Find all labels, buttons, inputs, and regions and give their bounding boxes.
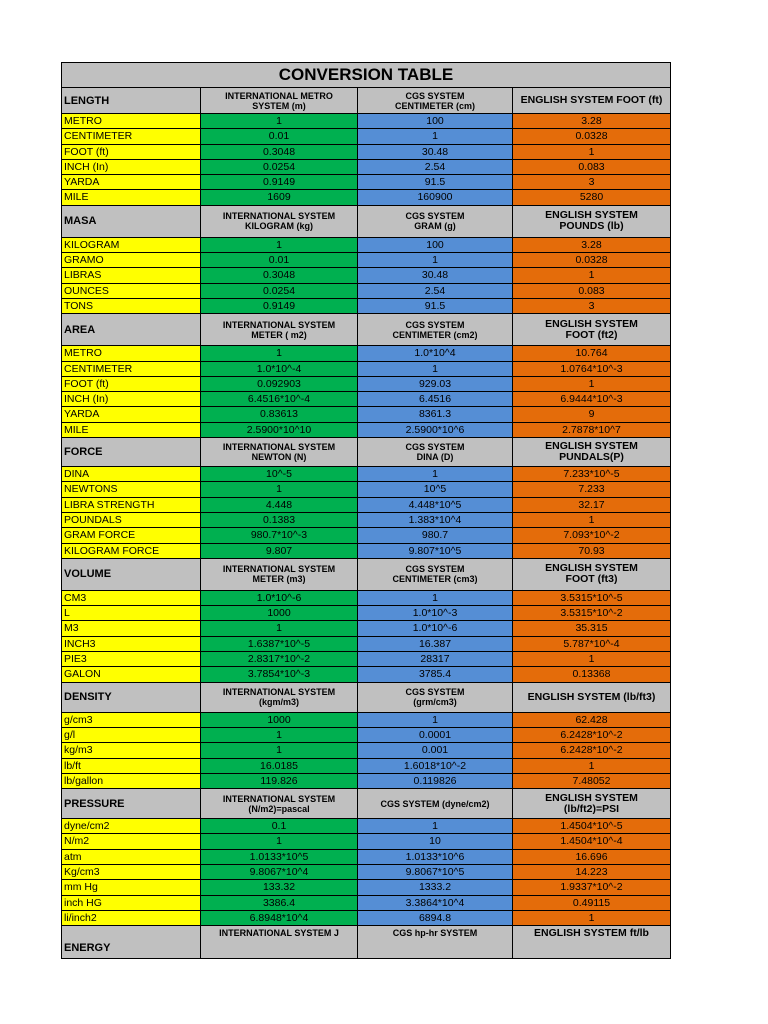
cgs-value: 30.48 [358,145,513,160]
english-value: 1.4504*10^-5 [513,819,671,834]
cgs-header: CGS SYSTEM GRAM (g) [358,206,513,238]
cgs-value: 980.7 [358,528,513,543]
international-value: 2.5900*10^10 [201,423,358,438]
unit-label: FOOT (ft) [61,145,201,160]
cgs-value: 0.001 [358,743,513,758]
cgs-value: 8361.3 [358,407,513,422]
table-row [61,713,671,728]
cgs-value: 28317 [358,652,513,667]
section-header-force [61,438,671,467]
international-value: 0.1383 [201,513,358,528]
unit-label: YARDA [61,407,201,422]
english-value: 1.9337*10^-2 [513,880,671,895]
english-value: 0.0328 [513,253,671,268]
english-value: 9 [513,407,671,422]
category-label: LENGTH [61,88,201,114]
table-row [61,896,671,911]
international-value: 10^-5 [201,467,358,482]
international-header: INTERNATIONAL SYSTEM METER (m3) [201,559,358,591]
cgs-header: CGS SYSTEM CENTIMETER (cm) [358,88,513,114]
international-value: 4.448 [201,498,358,513]
unit-label: CENTIMETER [61,129,201,144]
international-value: 9.8067*10^4 [201,865,358,880]
english-value: 16.696 [513,850,671,865]
cgs-value: 6.4516 [358,392,513,407]
conversion-table [61,62,671,959]
table-row [61,911,671,926]
energy-category: ENERGY [61,926,201,959]
international-value: 3386.4 [201,896,358,911]
table-row [61,407,671,422]
energy-english-header: ENGLISH SYSTEM ft/lb [513,926,671,959]
cgs-value: 160900 [358,190,513,205]
table-row [61,114,671,129]
international-header: INTERNATIONAL SYSTEM (kgm/m3) [201,683,358,713]
international-value: 1 [201,728,358,743]
english-value: 3.28 [513,238,671,253]
unit-label: Kg/cm3 [61,865,201,880]
table-row [61,423,671,438]
cgs-value: 10^5 [358,482,513,497]
cgs-value: 2.54 [358,160,513,175]
cgs-value: 9.8067*10^5 [358,865,513,880]
unit-label: TONS [61,299,201,314]
cgs-value: 2.5900*10^6 [358,423,513,438]
international-value: 1000 [201,606,358,621]
table-row [61,819,671,834]
cgs-value: 1.0*10^-6 [358,621,513,636]
international-value: 1 [201,238,358,253]
international-value: 1 [201,346,358,361]
international-value: 1.6387*10^-5 [201,637,358,652]
unit-label: CM3 [61,591,201,606]
table-row [61,513,671,528]
cgs-value: 1 [358,129,513,144]
cgs-header: CGS SYSTEM CENTIMETER (cm2) [358,314,513,346]
english-header: ENGLISH SYSTEM (lb/ft2)=PSI [513,789,671,819]
english-value: 0.0328 [513,129,671,144]
table-row [61,467,671,482]
international-value: 1 [201,621,358,636]
unit-label: li/inch2 [61,911,201,926]
cgs-value: 1.0*10^-3 [358,606,513,621]
category-label: VOLUME [61,559,201,591]
cgs-value: 16.387 [358,637,513,652]
cgs-value: 929.03 [358,377,513,392]
cgs-value: 2.54 [358,284,513,299]
unit-label: FOOT (ft) [61,377,201,392]
international-value: 0.01 [201,253,358,268]
section-header-density [61,683,671,713]
cgs-header: CGS SYSTEM DINA (D) [358,438,513,467]
table-row [61,129,671,144]
unit-label: mm Hg [61,880,201,895]
international-value: 0.3048 [201,145,358,160]
cgs-value: 91.5 [358,299,513,314]
unit-label: kg/m3 [61,743,201,758]
energy-cgs-header: CGS hp-hr SYSTEM [358,926,513,959]
table-row [61,759,671,774]
english-value: 7.48052 [513,774,671,789]
cgs-value: 1 [358,819,513,834]
unit-label: lb/ft [61,759,201,774]
section-header-length [61,88,671,114]
unit-label: MILE [61,423,201,438]
unit-label: METRO [61,114,201,129]
international-header: INTERNATIONAL SYSTEM NEWTON (N) [201,438,358,467]
cgs-value: 30.48 [358,268,513,283]
unit-label: POUNDALS [61,513,201,528]
english-value: 3.5315*10^-2 [513,606,671,621]
section-header-volume [61,559,671,591]
international-value: 6.8948*10^4 [201,911,358,926]
international-value: 9.807 [201,544,358,559]
international-value: 16.0185 [201,759,358,774]
cgs-value: 9.807*10^5 [358,544,513,559]
cgs-value: 3.3864*10^4 [358,896,513,911]
unit-label: INCH (In) [61,392,201,407]
unit-label: lb/gallon [61,774,201,789]
english-value: 62.428 [513,713,671,728]
unit-label: KILOGRAM FORCE [61,544,201,559]
unit-label: INCH (In) [61,160,201,175]
table-row [61,728,671,743]
english-value: 7.093*10^-2 [513,528,671,543]
english-header: ENGLISH SYSTEM POUNDS (lb) [513,206,671,238]
table-row [61,268,671,283]
cgs-value: 1 [358,713,513,728]
english-value: 7.233*10^-5 [513,467,671,482]
international-value: 0.9149 [201,299,358,314]
unit-label: M3 [61,621,201,636]
section-header-pressure [61,789,671,819]
english-header: ENGLISH SYSTEM FOOT (ft2) [513,314,671,346]
table-row [61,482,671,497]
cgs-value: 1 [358,591,513,606]
english-value: 70.93 [513,544,671,559]
unit-label: GRAM FORCE [61,528,201,543]
international-value: 1 [201,743,358,758]
international-value: 119.826 [201,774,358,789]
international-header: INTERNATIONAL SYSTEM METER ( m2) [201,314,358,346]
unit-label: atm [61,850,201,865]
unit-label: MILE [61,190,201,205]
table-row [61,284,671,299]
english-value: 5.787*10^-4 [513,637,671,652]
unit-label: inch HG [61,896,201,911]
english-value: 3 [513,175,671,190]
international-value: 2.8317*10^-2 [201,652,358,667]
cgs-value: 1 [358,362,513,377]
table-row [61,865,671,880]
unit-label: dyne/cm2 [61,819,201,834]
international-value: 0.9149 [201,175,358,190]
english-header: ENGLISH SYSTEM FOOT (ft) [513,88,671,114]
table-row [61,774,671,789]
international-value: 1.0*10^-4 [201,362,358,377]
table-row [61,528,671,543]
category-label: DENSITY [61,683,201,713]
english-value: 6.2428*10^-2 [513,743,671,758]
english-value: 0.083 [513,284,671,299]
cgs-value: 4.448*10^5 [358,498,513,513]
table-row [61,621,671,636]
table-row [61,253,671,268]
table-row [61,652,671,667]
table-row [61,498,671,513]
english-value: 1.4504*10^-4 [513,834,671,849]
international-value: 133.32 [201,880,358,895]
english-value: 14.223 [513,865,671,880]
international-value: 0.01 [201,129,358,144]
unit-label: CENTIMETER [61,362,201,377]
international-value: 1.0133*10^5 [201,850,358,865]
english-value: 3 [513,299,671,314]
unit-label: KILOGRAM [61,238,201,253]
english-value: 1 [513,652,671,667]
international-header: INTERNATIONAL METRO SYSTEM (m) [201,88,358,114]
english-value: 32.17 [513,498,671,513]
unit-label: NEWTONS [61,482,201,497]
english-value: 0.083 [513,160,671,175]
english-value: 1 [513,911,671,926]
english-value: 7.233 [513,482,671,497]
international-value: 0.0254 [201,160,358,175]
english-header: ENGLISH SYSTEM (lb/ft3) [513,683,671,713]
cgs-value: 1.6018*10^-2 [358,759,513,774]
cgs-value: 1.0133*10^6 [358,850,513,865]
table-row [61,850,671,865]
section-header-area [61,314,671,346]
unit-label: LIBRA STRENGTH [61,498,201,513]
table-row [61,606,671,621]
category-label: PRESSURE [61,789,201,819]
english-value: 5280 [513,190,671,205]
international-value: 6.4516*10^-4 [201,392,358,407]
table-row [61,346,671,361]
cgs-value: 1.383*10^4 [358,513,513,528]
table-row [61,834,671,849]
cgs-value: 3785.4 [358,667,513,682]
unit-label: OUNCES [61,284,201,299]
table-row [61,190,671,205]
english-value: 1 [513,145,671,160]
cgs-value: 91.5 [358,175,513,190]
unit-label: GRAMO [61,253,201,268]
international-value: 980.7*10^-3 [201,528,358,543]
table-title: CONVERSION TABLE [61,62,671,88]
table-row [61,392,671,407]
table-row [61,667,671,682]
international-value: 0.092903 [201,377,358,392]
energy-international-header: INTERNATIONAL SYSTEM J [201,926,358,959]
english-value: 3.28 [513,114,671,129]
table-row [61,160,671,175]
unit-label: N/m2 [61,834,201,849]
cgs-value: 0.0001 [358,728,513,743]
unit-label: g/cm3 [61,713,201,728]
english-header: ENGLISH SYSTEM FOOT (ft3) [513,559,671,591]
unit-label: L [61,606,201,621]
table-row [61,238,671,253]
cgs-value: 1 [358,253,513,268]
unit-label: LIBRAS [61,268,201,283]
table-row [61,637,671,652]
english-value: 6.2428*10^-2 [513,728,671,743]
unit-label: INCH3 [61,637,201,652]
unit-label: g/l [61,728,201,743]
international-value: 3.7854*10^-3 [201,667,358,682]
international-header: INTERNATIONAL SYSTEM (N/m2)=pascal [201,789,358,819]
unit-label: METRO [61,346,201,361]
english-value: 0.13368 [513,667,671,682]
unit-label: YARDA [61,175,201,190]
international-value: 1.0*10^-6 [201,591,358,606]
unit-label: PIE3 [61,652,201,667]
international-value: 1000 [201,713,358,728]
cgs-value: 0.119826 [358,774,513,789]
international-value: 1 [201,834,358,849]
english-value: 1.0764*10^-3 [513,362,671,377]
english-value: 1 [513,759,671,774]
cgs-value: 1.0*10^4 [358,346,513,361]
cgs-value: 1 [358,467,513,482]
international-value: 0.3048 [201,268,358,283]
table-row [61,377,671,392]
cgs-value: 100 [358,114,513,129]
international-value: 1609 [201,190,358,205]
energy-header-row [61,926,671,959]
table-row [61,175,671,190]
cgs-value: 6894.8 [358,911,513,926]
category-label: MASA [61,206,201,238]
category-label: AREA [61,314,201,346]
english-value: 35.315 [513,621,671,636]
table-row [61,743,671,758]
international-header: INTERNATIONAL SYSTEM KILOGRAM (kg) [201,206,358,238]
english-value: 2.7878*10^7 [513,423,671,438]
table-row [61,880,671,895]
english-value: 1 [513,377,671,392]
table-row [61,362,671,377]
english-value: 6.9444*10^-3 [513,392,671,407]
cgs-value: 10 [358,834,513,849]
international-value: 1 [201,114,358,129]
cgs-value: 100 [358,238,513,253]
table-row [61,299,671,314]
category-label: FORCE [61,438,201,467]
table-row [61,145,671,160]
international-value: 1 [201,482,358,497]
section-header-masa [61,206,671,238]
cgs-header: CGS SYSTEM (dyne/cm2) [358,789,513,819]
table-row [61,544,671,559]
table-row [61,591,671,606]
cgs-header: CGS SYSTEM CENTIMETER (cm3) [358,559,513,591]
unit-label: GALON [61,667,201,682]
english-value: 1 [513,268,671,283]
international-value: 0.83613 [201,407,358,422]
international-value: 0.0254 [201,284,358,299]
english-value: 0.49115 [513,896,671,911]
english-header: ENGLISH SYSTEM PUNDALS(P) [513,438,671,467]
international-value: 0.1 [201,819,358,834]
unit-label: DINA [61,467,201,482]
cgs-value: 1333.2 [358,880,513,895]
english-value: 1 [513,513,671,528]
cgs-header: CGS SYSTEM (grm/cm3) [358,683,513,713]
table-sections [61,88,671,926]
english-value: 3.5315*10^-5 [513,591,671,606]
english-value: 10.764 [513,346,671,361]
